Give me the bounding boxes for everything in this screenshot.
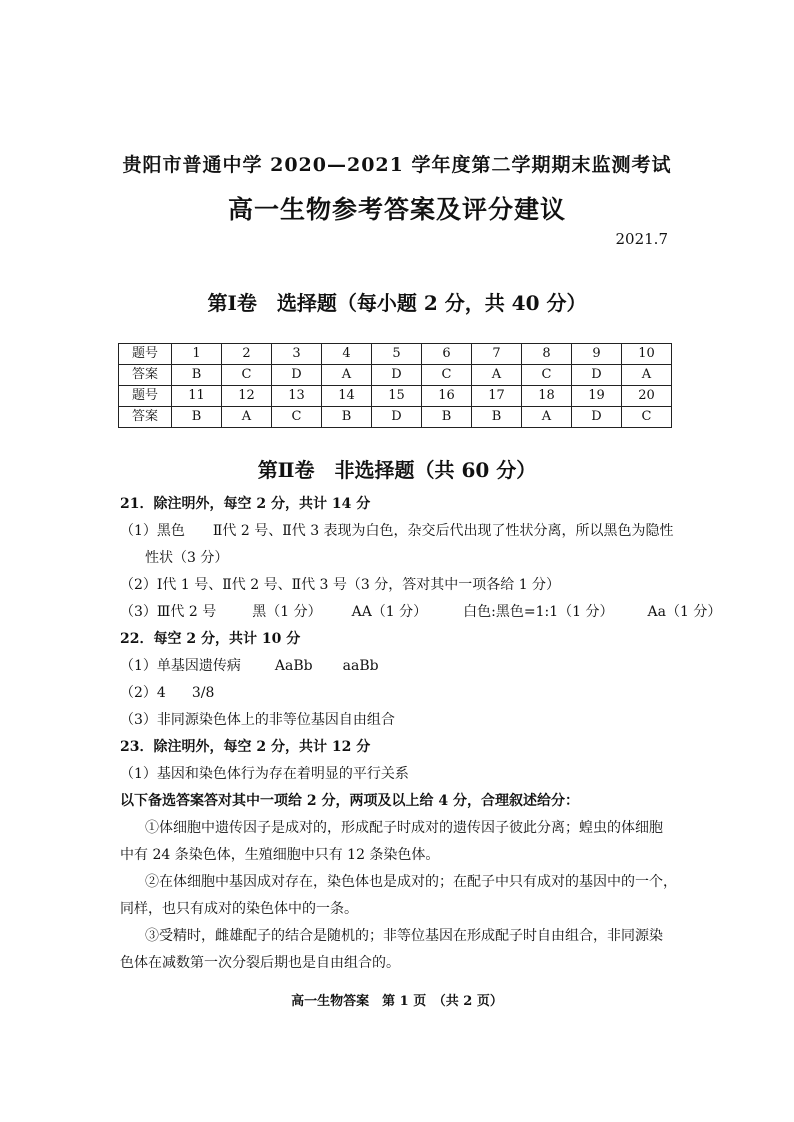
answer-cell: B <box>172 407 222 428</box>
q23-option-3-line1: ③受精时，雌雄配子的结合是随机的；非等位基因在形成配子时自由组合，非同源染 <box>145 928 663 944</box>
question-number: 3 <box>272 344 322 365</box>
q21-answer-1-line2: 性状（3 分） <box>145 550 229 566</box>
q23-note: 以下备选答案答对其中一项给 2 分，两项及以上给 4 分，合理叙述给分： <box>120 793 579 809</box>
answer-cell: B <box>422 407 472 428</box>
q23-option-3-line2: 色体在减数第一次分裂后期也是自由组合的。 <box>120 955 400 971</box>
q21-answer-1-line1: （1）黑色 Ⅱ代 2 号、Ⅱ代 3 表现为白色，杂交后代出现了性状分离，所以黑色为隐性 <box>120 523 674 539</box>
question-number: 17 <box>472 386 522 407</box>
question-number: 13 <box>272 386 322 407</box>
answer-cell: C <box>222 365 272 386</box>
q21-answer-3-part3: AA（1 分） <box>351 604 428 620</box>
q22-title: 22．每空 2 分，共计 10 分 <box>120 631 301 647</box>
question-number: 15 <box>372 386 422 407</box>
q22-answer-1-part3: aaBb <box>342 658 379 674</box>
q22-answer-1-part2: AaBb <box>274 658 313 674</box>
q23-option-1-line1: ①体细胞中遗传因子是成对的，形成配子时成对的遗传因子彼此分离；蝗虫的体细胞 <box>145 820 663 836</box>
row-label-answer: 答案 <box>119 365 172 386</box>
row-label-number: 题号 <box>119 386 172 407</box>
answer-cell: A <box>322 365 372 386</box>
table-row-answers-1 <box>119 365 672 386</box>
question-number: 18 <box>522 386 572 407</box>
q23-answer-1: （1）基因和染色体行为存在着明显的平行关系 <box>120 766 409 782</box>
document-title: 高一生物参考答案及评分建议 <box>227 195 566 224</box>
question-number: 19 <box>572 386 622 407</box>
q21-answer-3-part5: Aa（1 分） <box>647 604 722 620</box>
question-number: 8 <box>522 344 572 365</box>
q21-answer-2: （2）Ⅰ代 1 号、Ⅱ代 2 号、Ⅱ代 3 号（3 分，答对其中一项各给 1 分） <box>120 577 561 593</box>
question-number: 6 <box>422 344 472 365</box>
q21-title: 21．除注明外，每空 2 分，共计 14 分 <box>120 496 371 512</box>
page-footer: 高一生物答案 第 1 页 （共 2 页） <box>291 994 503 1009</box>
answer-cell: D <box>372 365 422 386</box>
answer-cell: B <box>322 407 372 428</box>
table-row-answers-2 <box>119 407 672 428</box>
question-number: 2 <box>222 344 272 365</box>
q23-title: 23．除注明外，每空 2 分，共计 12 分 <box>120 739 371 755</box>
answer-cell: B <box>472 407 522 428</box>
answer-cell: A <box>222 407 272 428</box>
question-number: 11 <box>172 386 222 407</box>
q22-answer-2-part1: （2）4 <box>120 685 166 701</box>
q22-answer-2 <box>120 682 214 702</box>
answer-cell: A <box>522 407 572 428</box>
document-date: 2021.7 <box>615 230 668 248</box>
question-number: 12 <box>222 386 272 407</box>
q21-answer-3 <box>120 601 721 621</box>
answer-cell: D <box>572 365 622 386</box>
q23-option-1-line2: 中有 24 条染色体，生殖细胞中只有 12 条染色体。 <box>120 847 440 863</box>
q23-option-2-line2: 同样，也只有成对的染色体中的一条。 <box>120 901 358 917</box>
question-number: 20 <box>622 386 672 407</box>
q22-answer-2-part2: 3/8 <box>191 685 215 701</box>
answer-cell: C <box>522 365 572 386</box>
answer-cell: A <box>622 365 672 386</box>
question-number: 9 <box>572 344 622 365</box>
q22-answer-3: （3）非同源染色体上的非等位基因自由组合 <box>120 712 395 728</box>
q21-answer-3-part1: （3）Ⅲ代 2 号 <box>120 604 217 620</box>
question-number: 5 <box>372 344 422 365</box>
answer-cell: C <box>622 407 672 428</box>
q22-answer-1 <box>120 655 379 675</box>
q22-answer-1-part1: （1）单基因遗传病 <box>120 658 241 674</box>
answer-cell: A <box>472 365 522 386</box>
q21-answer-3-part4: 白色:黑色=1:1（1 分） <box>463 604 614 620</box>
answer-cell: B <box>172 365 222 386</box>
question-number: 4 <box>322 344 372 365</box>
table-row-numbers-2 <box>119 386 672 407</box>
part2-heading: 第Ⅱ卷 非选择题（共 60 分） <box>257 458 537 482</box>
question-number: 7 <box>472 344 522 365</box>
answer-cell: D <box>372 407 422 428</box>
question-number: 14 <box>322 386 372 407</box>
question-number: 1 <box>172 344 222 365</box>
row-label-answer: 答案 <box>119 407 172 428</box>
answer-cell: C <box>422 365 472 386</box>
question-number: 16 <box>422 386 472 407</box>
answer-cell: D <box>572 407 622 428</box>
exam-title: 贵阳市普通中学 2020—2021 学年度第二学期期末监测考试 <box>122 154 672 176</box>
part1-heading: 第Ⅰ卷 选择题（每小题 2 分，共 40 分） <box>207 291 587 315</box>
answer-table <box>118 343 672 428</box>
row-label-number: 题号 <box>119 344 172 365</box>
answer-cell: D <box>272 365 322 386</box>
question-number: 10 <box>622 344 672 365</box>
answer-cell: C <box>272 407 322 428</box>
q21-answer-3-part2: 黑（1 分） <box>252 604 322 620</box>
table-row-numbers-1 <box>119 344 672 365</box>
q23-option-2-line1: ②在体细胞中基因成对存在，染色体也是成对的；在配子中只有成对的基因中的一个， <box>145 874 677 890</box>
